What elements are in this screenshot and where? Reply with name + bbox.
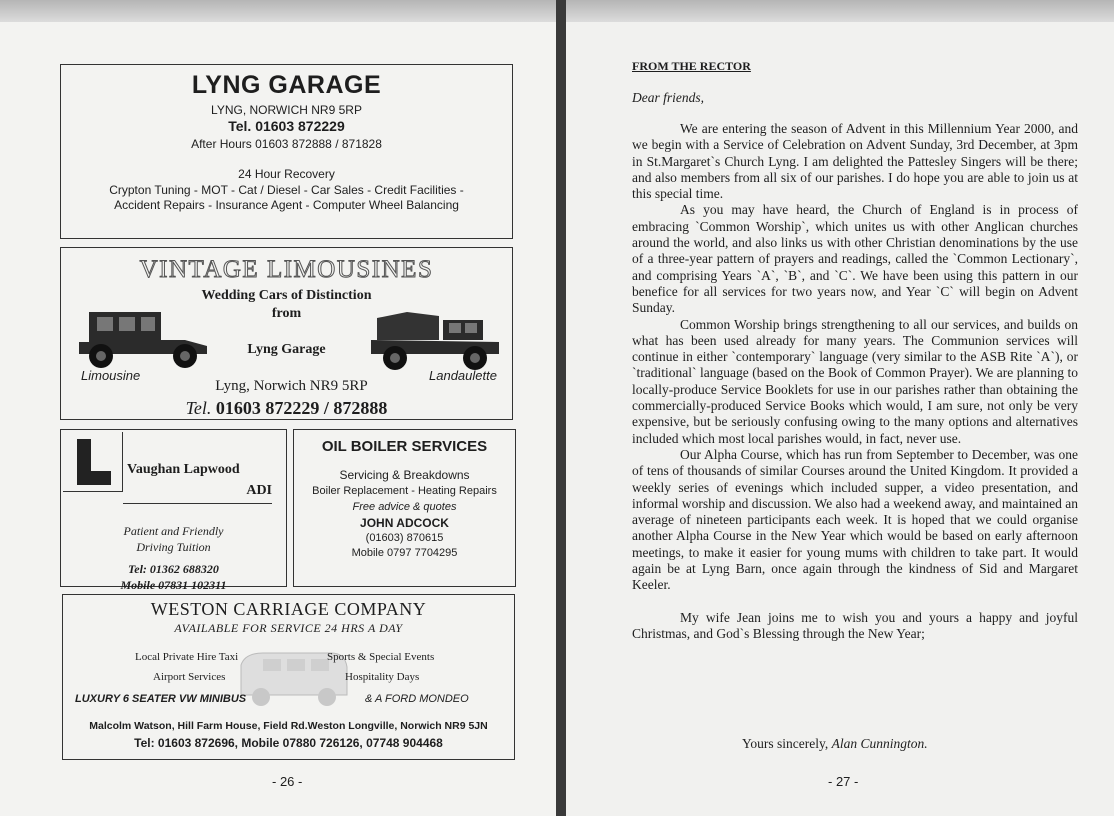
limousines-garage: Lyng Garage	[247, 342, 326, 357]
closing-text: Yours sincerely,	[742, 736, 829, 751]
letter-paragraph: We are entering the season of Advent in this Millennium Year 2000, and we begin with a Service of Celebration on Advent Sunday, 3rd December, at 3pm in St.Margaret`s Church Lyng. I am delighted the Pattesley Singers will be there; and also members from all six of our parishes. I do hope you are able to join us at this special time.	[632, 121, 1078, 202]
letter-paragraph: My wife Jean joins me to wish you and yours a happy and joyful Christmas, and God`s Blessing through the New Year;	[632, 609, 1078, 641]
driving-divider	[123, 503, 272, 504]
weston-availability: AVAILABLE FOR SERVICE 24 HRS A DAY	[174, 621, 403, 635]
weston-ford: & A FORD MONDEO	[365, 693, 469, 705]
letter-paragraph: Our Alpha Course, which has run from September to December, was one of tens of thousands of similar Courses around the United Kingdom. It provided a weekly series of evenings which included supper, a video presentation, and informal worship and discussion. We also had a weekend away, and maintained an average of nineteen participants each week. It is hoped that we could organise another Alpha Course in the New Year which would be based on early afternoon meetings, to make it easier for young mums with children to take part. It would again be at Lyng Barn, once again through the kindness of Sid and Margaret Keeler.	[632, 446, 1078, 593]
weston-item-hospitality: Hospitality Days	[345, 671, 420, 683]
letter-salutation: Dear friends,	[632, 90, 704, 105]
oil-mobile: Mobile 0797 7704295	[351, 547, 458, 559]
garage-recovery: 24 Hour Recovery	[238, 167, 335, 181]
weston-address: Malcolm Watson, Hill Farm House, Field Rd.Weston Longville, Norwich NR9 5JN	[89, 720, 488, 732]
garage-services-line1: Crypton Tuning - MOT - Cat / Diesel - Car Sales - Credit Facilities -	[109, 183, 464, 197]
left-page-number: - 26 -	[272, 774, 303, 789]
oil-phone: (01603) 870615	[365, 532, 444, 544]
weston-item-events: Sports & Special Events	[327, 651, 435, 663]
vintage-limousines-ad	[60, 247, 513, 420]
garage-services-line2: Accident Repairs - Insurance Agent - Computer Wheel Balancing	[114, 198, 459, 212]
left-page	[0, 22, 556, 816]
instructor-adi: ADI	[246, 483, 272, 498]
weston-item-airport: Airport Services	[153, 671, 226, 683]
garage-address: LYNG, NORWICH NR9 5RP	[211, 103, 362, 117]
limousines-from: from	[271, 306, 302, 321]
oil-boiler-ad	[293, 429, 516, 587]
letter-paragraph: Common Worship brings strengthening to all our services, and builds on what has been used already for many years. The Communion services will continue in either `contemporary` language (very similar to the ASB Rite `A`), or `traditional` language (based on the Book of Common Prayer). We are planning to locally-produce Service Booklets for use in our parishes rather than obtaining the commercially-produced Service Books which would, I am sure, not only be very expensive, but be seriously confusing owing to the many options and alternatives included which most local parishes would, in fact, never use.	[632, 316, 1078, 446]
driving-tel: Tel: 01362 688320	[128, 562, 219, 576]
limousines-tel	[61, 398, 512, 419]
l-letter-icon	[77, 439, 111, 485]
letter-body	[632, 121, 1078, 642]
garage-name: LYNG GARAGE	[191, 71, 382, 99]
garage-tel: Tel. 01603 872229	[228, 118, 345, 134]
weston-item-taxi: Local Private Hire Taxi	[135, 651, 239, 663]
oil-line1: Servicing & Breakdowns	[339, 468, 470, 482]
limousine-car-icon	[75, 306, 215, 374]
oil-title: OIL BOILER SERVICES	[321, 438, 488, 455]
landaulette-label: Landaulette	[429, 368, 497, 383]
weston-luxury: LUXURY 6 SEATER VW MINIBUS	[75, 693, 247, 705]
signature: Alan Cunnington.	[831, 736, 928, 751]
oil-contact: JOHN ADCOCK	[360, 516, 449, 530]
limousines-title: VINTAGE LIMOUSINES	[139, 256, 434, 283]
lyng-garage-ad	[60, 64, 513, 239]
right-page	[566, 22, 1114, 816]
driving-line2: Driving Tuition	[136, 540, 211, 554]
limousines-address: Lyng, Norwich NR9 5RP	[215, 378, 368, 394]
weston-carriage-ad	[62, 594, 515, 760]
letter-paragraph: As you may have heard, the Church of England is in process of embracing `Common Worship`, which unites us with other Anglican churches around the world, and also links us with other Christian denominations by the use of a three-year pattern of prayers and readings, called the `Common Lectionary`, and comprising Years `A`, `B`, and `C`. We have been using this pattern in our benefice for all services for two years now, and Year `C` will begin on Advent Sunday.	[632, 202, 1078, 316]
book-spine	[556, 0, 566, 816]
landaulette-car-icon	[367, 306, 505, 376]
weston-title: WESTON CARRIAGE COMPANY	[150, 599, 427, 619]
weston-tel: Tel: 01603 872696, Mobile 07880 726126, 07748 904468	[134, 736, 443, 750]
right-page-number: - 27 -	[828, 774, 859, 789]
instructor-name: Vaughan Lapwood	[127, 462, 240, 477]
oil-line3: Free advice & quotes	[352, 501, 457, 513]
driving-line1: Patient and Friendly	[123, 524, 224, 538]
limousines-tagline: Wedding Cars of Distinction	[201, 288, 372, 303]
limousines-tel-numbers: 01603 872229 / 872888	[215, 398, 388, 418]
driving-tuition-ad	[60, 429, 287, 592]
letter-heading: FROM THE RECTOR	[632, 59, 751, 73]
driving-mobile: Mobile 07831 102311	[120, 578, 227, 592]
l-plate-icon	[63, 432, 123, 492]
oil-line2: Boiler Replacement - Heating Repairs	[312, 485, 497, 497]
limousine-label: Limousine	[81, 368, 141, 383]
garage-after-hours: After Hours 01603 872888 / 871828	[191, 137, 382, 151]
letter-closing	[742, 736, 928, 752]
limousines-tel-prefix: Tel.	[185, 398, 212, 418]
